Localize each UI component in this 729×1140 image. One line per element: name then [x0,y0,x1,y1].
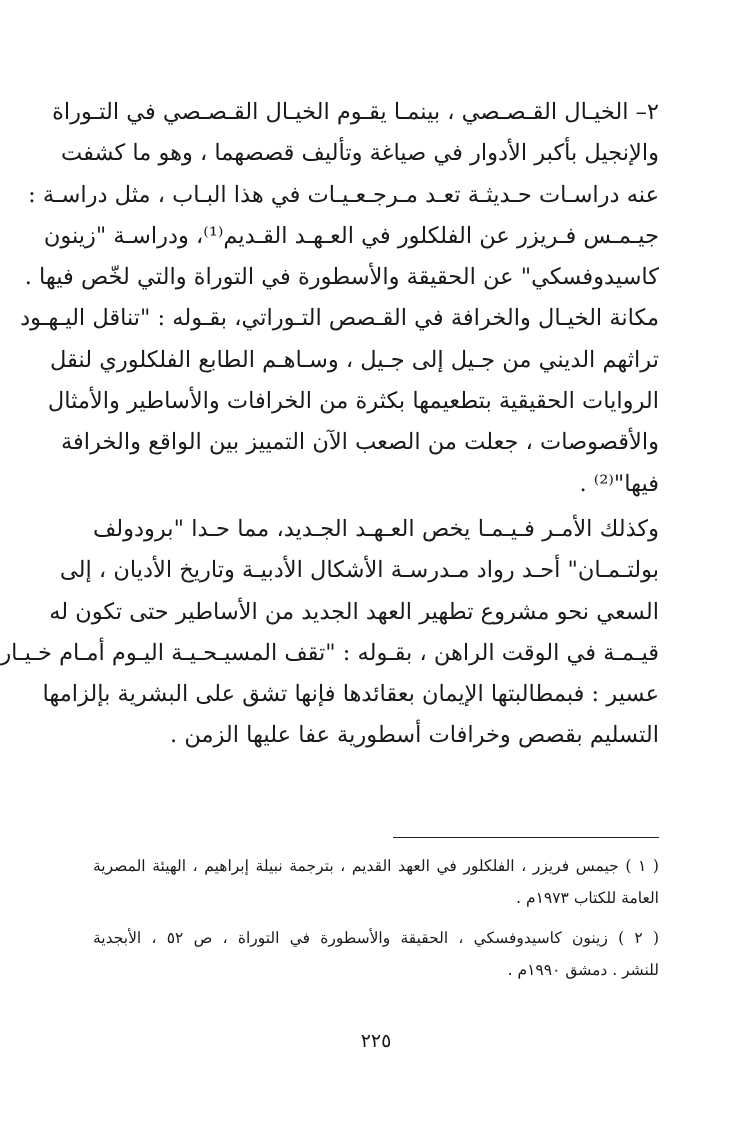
text-line: الروايات الحقيقية بتطعيمها بكثرة من الخرافات والأساطير والأمثال [47,388,659,415]
text-line: التسليم بقصص وخرافات أسطورية عفا عليها الزمن . [170,722,659,749]
footnote-line: ( ١ ) جيمس فريزر ، الفلكلور في العهد القديم ، بترجمة نبيلة إبراهيم ، الهيئة المصرية [93,857,659,875]
paragraph-1 [20,92,659,505]
footnote-1 [93,850,659,914]
text-line: قيـمـة في الوقت الراهن ، بقـوله : "تقف المسيـحـيـة اليـوم أمـام خـيـار [0,639,659,666]
text-line: والأقصوصات ، جعلت من الصعب الآن التمييز بين الواقع والخرافة [60,429,659,456]
main-text [0,92,659,757]
footnote-2 [93,922,659,986]
text-line: مكانة الخيـال والخرافة في القـصص التـوراتي، بقـوله : "تناقل اليـهـود [20,305,659,332]
text-line: عسير : فبمطالبتها الإيمان بعقائدها فإنها تشق على البشرية بإلزامها [42,681,659,708]
text-line: وكذلك الأمـر فـيـمـا يخص العـهـد الجـديد، مما حـدا "برودولف [93,515,659,542]
text-line: ٢– الخيـال القـصـصي ، بينمـا يقـوم الخيـال القـصـصي في التـوراة [52,99,659,125]
paragraph-2 [0,509,659,757]
text-line: السعي نحو مشروع تطهير العهد الجديد من الأساطير حتى تكون له [49,598,659,625]
text-line: كاسيدوفسكي" عن الحقيقة والأسطورة في التوراة والتي لخّص فيها . [24,264,659,291]
text-line: فيها"⁽²⁾ . [579,470,659,497]
text-line: والإنجيل بأكبر الأدوار في صياغة وتأليف قصصهما ، وهو ما كشفت [60,140,659,167]
text-line: جيـمـس فـريزر عن الفلكلور في العـهـد القـديم⁽¹⁾، ودراسـة "زينون [43,222,659,249]
footnote-line: ( ٢ ) زينون كاسيدوفسكي ، الحقيقة والأسطورة في التوراة ، ص ٥٢ ، الأبجدية [93,929,659,947]
text-line: عنه دراسـات حـديثـة تعـد مـرجـعـيـات في هذا البـاب ، مثل دراسـة : [28,181,659,208]
footnote-line: العامة للكتاب ١٩٧٣م . [516,889,659,907]
page [0,92,659,1052]
page-number: ٢٢٥ [360,1030,392,1052]
text-line: بولتـمـان" أحـد رواد مـدرسـة الأشكال الأدبيـة وتاريخ الأديان ، إلى [59,557,659,584]
text-line: تراثهم الديني من جـيل إلى جـيل ، وسـاهـم الطابع الفلكلوري لنقل [50,346,659,373]
footnotes [93,850,659,986]
footnote-separator [393,837,659,838]
footnote-line: للنشر . دمشق ١٩٩٠م . [507,961,659,979]
